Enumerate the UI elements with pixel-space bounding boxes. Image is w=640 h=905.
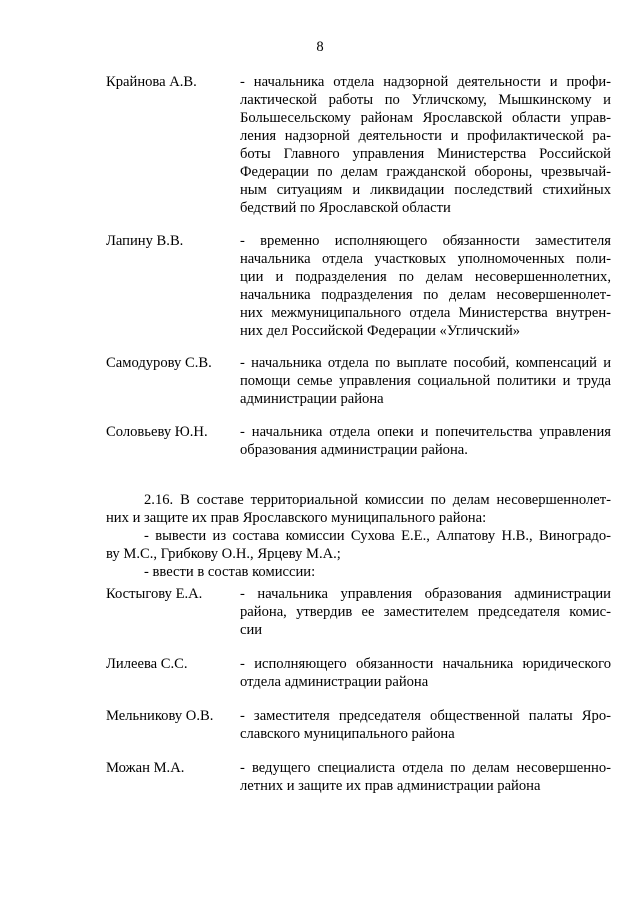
member-entry	[106, 655, 611, 691]
section-line: 2.16. В составе территориальной комиссии по делам несовершеннолет-	[144, 492, 611, 508]
member-name: Самодурову С.В.	[106, 355, 212, 371]
section-line: - ввести в состав комиссии:	[144, 564, 316, 580]
member-description: - заместителя председателя общественной палаты Яро- славского муниципального района	[240, 708, 611, 742]
page-number: 8	[316, 39, 324, 55]
member-description: - начальника отдела опеки и попечительства управления образования администрации района.	[240, 424, 611, 458]
member-name: Соловьеву Ю.Н.	[106, 424, 208, 440]
member-entry	[106, 707, 611, 743]
member-description: - временно исполняющего обязанности заместителя начальника отдела участковых уполномоченных поли- ции и подразделения по делам несовершеннолетних, начальника подразделения по делам несовершеннолет- них межмуниципального отдела Министерства внутрен- них дел Российской Федерации «Угличский»	[240, 233, 611, 339]
section-line: ву М.С., Грибкову О.Н., Ярцеву М.А.;	[106, 546, 341, 562]
member-name: Лапину В.В.	[106, 233, 184, 249]
member-description: - начальника управления образования администрации района, утвердив ее заместителем председателя комис- сии	[240, 586, 611, 638]
member-entry	[106, 354, 611, 408]
member-entry	[106, 232, 611, 340]
member-entry	[106, 585, 611, 639]
member-entry	[106, 423, 611, 459]
member-description: - ведущего специалиста отдела по делам несовершенно- летних и защите их прав администрации района	[240, 760, 611, 794]
section-line: - вывести из состава комиссии Сухова Е.Е., Алпатову Н.В., Виноградо-	[144, 528, 611, 544]
member-name: Костыгову Е.А.	[106, 586, 203, 602]
member-description: - начальника отдела надзорной деятельности и профи- лактической работы по Угличскому, Мышкинскому и Большесельскому районам Ярославской области управ- ления надзорной деятельности и профилактической ра- боты Главного управления Министерства Российской Федерации по делам гражданской обороны, чрезвычай- ным ситуациям и ликвидации последствий стихийных бедствий по Ярославской области	[240, 74, 611, 216]
section-paragraph	[106, 491, 611, 581]
member-name: Крайнова А.В.	[106, 74, 197, 90]
section-line: них и защите их прав Ярославского муниципального района:	[106, 510, 487, 526]
member-name: Лилеева С.С.	[106, 656, 188, 672]
member-name: Мельникову О.В.	[106, 708, 214, 724]
member-entry	[106, 759, 611, 795]
member-description: - исполняющего обязанности начальника юридического отдела администрации района	[240, 656, 611, 690]
member-name: Можан М.А.	[106, 760, 185, 776]
member-entry	[106, 73, 611, 217]
member-description: - начальника отдела по выплате пособий, компенсаций и помощи семье управления социальной политики и труда администрации района	[240, 355, 611, 407]
